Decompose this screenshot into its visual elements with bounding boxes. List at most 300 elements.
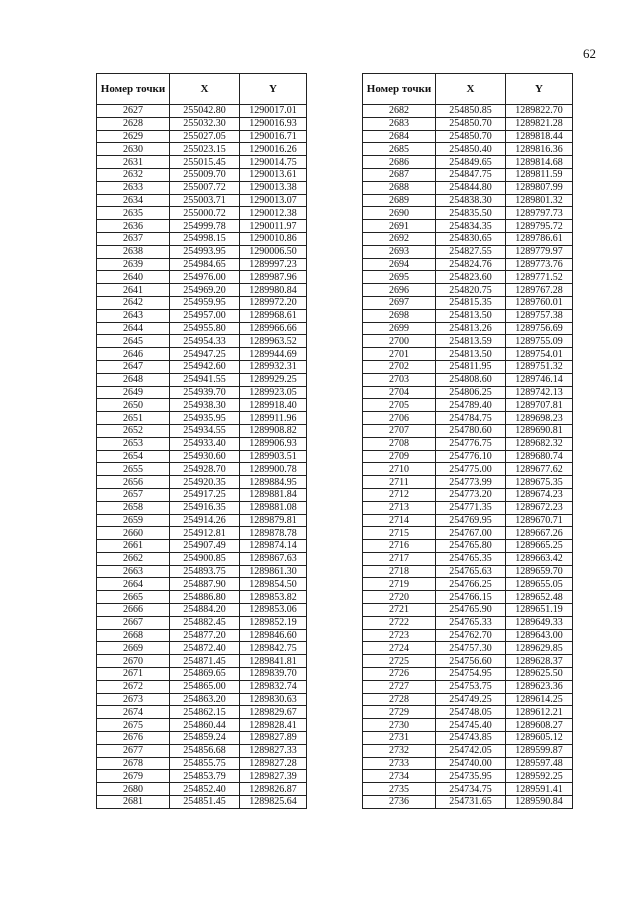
y-cell: 1289672.23 (506, 501, 573, 514)
point-number-cell: 2661 (97, 540, 170, 553)
x-cell: 254815.35 (436, 296, 506, 309)
table-row (363, 271, 573, 284)
y-cell: 1290014.75 (240, 156, 307, 169)
table-row (363, 616, 573, 629)
x-cell: 254851.45 (170, 796, 240, 809)
y-cell: 1289881.84 (240, 488, 307, 501)
table-row (363, 335, 573, 348)
table-row (97, 706, 307, 719)
table-row (97, 463, 307, 476)
table-row (97, 220, 307, 233)
table-row (363, 373, 573, 386)
y-cell: 1290012.38 (240, 207, 307, 220)
y-cell: 1289923.05 (240, 386, 307, 399)
x-cell: 254813.50 (436, 309, 506, 322)
table-row (97, 719, 307, 732)
y-cell: 1289707.81 (506, 399, 573, 412)
x-cell: 254912.81 (170, 527, 240, 540)
x-cell: 254835.50 (436, 207, 506, 220)
point-number-cell: 2676 (97, 732, 170, 745)
x-cell: 254933.40 (170, 437, 240, 450)
point-number-cell: 2701 (363, 348, 436, 361)
table-row (97, 309, 307, 322)
table-row (97, 168, 307, 181)
table-row (97, 552, 307, 565)
table-row (97, 143, 307, 156)
point-number-cell: 2640 (97, 271, 170, 284)
y-cell: 1290016.93 (240, 117, 307, 130)
table-row (363, 399, 573, 412)
y-cell: 1289614.25 (506, 693, 573, 706)
y-cell: 1289822.70 (506, 105, 573, 118)
point-number-cell: 2700 (363, 335, 436, 348)
table-row (97, 450, 307, 463)
point-number-cell: 2725 (363, 655, 436, 668)
point-number-cell: 2651 (97, 412, 170, 425)
table-row (97, 399, 307, 412)
y-cell: 1289830.63 (240, 693, 307, 706)
table-row (97, 245, 307, 258)
point-number-cell: 2728 (363, 693, 436, 706)
page-number: 62 (583, 46, 596, 61)
y-cell: 1289670.71 (506, 514, 573, 527)
y-cell: 1289854.50 (240, 578, 307, 591)
x-cell: 254743.85 (436, 732, 506, 745)
table-row (363, 143, 573, 156)
header-point-number: Номер точки (97, 74, 170, 105)
table-row (363, 540, 573, 553)
x-cell: 254862.15 (170, 706, 240, 719)
y-cell: 1290006.50 (240, 245, 307, 258)
x-cell: 254871.45 (170, 655, 240, 668)
point-number-cell: 2647 (97, 360, 170, 373)
point-number-cell: 2635 (97, 207, 170, 220)
y-cell: 1289665.25 (506, 540, 573, 553)
x-cell: 254930.60 (170, 450, 240, 463)
x-cell: 254769.95 (436, 514, 506, 527)
x-cell: 255042.80 (170, 105, 240, 118)
point-number-cell: 2708 (363, 437, 436, 450)
x-cell: 254869.65 (170, 668, 240, 681)
table-row (97, 258, 307, 271)
y-cell: 1289918.40 (240, 399, 307, 412)
y-cell: 1289911.96 (240, 412, 307, 425)
table-row (97, 770, 307, 783)
x-cell: 254753.75 (436, 680, 506, 693)
table-row (363, 463, 573, 476)
x-cell: 254884.20 (170, 604, 240, 617)
y-cell: 1289597.48 (506, 757, 573, 770)
y-cell: 1289841.81 (240, 655, 307, 668)
y-cell: 1289816.36 (506, 143, 573, 156)
y-cell: 1289827.39 (240, 770, 307, 783)
point-number-cell: 2707 (363, 424, 436, 437)
x-cell: 254993.95 (170, 245, 240, 258)
table-row (97, 373, 307, 386)
x-cell: 254776.10 (436, 450, 506, 463)
point-number-cell: 2691 (363, 220, 436, 233)
table-row (363, 732, 573, 745)
table-row (97, 642, 307, 655)
x-cell: 254830.65 (436, 232, 506, 245)
point-number-cell: 2659 (97, 514, 170, 527)
y-cell: 1289590.84 (506, 796, 573, 809)
y-cell: 1289795.72 (506, 220, 573, 233)
y-cell: 1289649.33 (506, 616, 573, 629)
table-row (363, 424, 573, 437)
y-cell: 1289773.76 (506, 258, 573, 271)
y-cell: 1289746.14 (506, 373, 573, 386)
table-row (363, 591, 573, 604)
table-row (97, 527, 307, 540)
table-row (363, 117, 573, 130)
point-number-cell: 2684 (363, 130, 436, 143)
table-row (363, 181, 573, 194)
x-cell: 254813.59 (436, 335, 506, 348)
y-cell: 1289832.74 (240, 680, 307, 693)
point-number-cell: 2692 (363, 232, 436, 245)
point-number-cell: 2629 (97, 130, 170, 143)
point-number-cell: 2673 (97, 693, 170, 706)
y-cell: 1289852.19 (240, 616, 307, 629)
x-cell: 254882.45 (170, 616, 240, 629)
point-number-cell: 2638 (97, 245, 170, 258)
x-cell: 254916.35 (170, 501, 240, 514)
x-cell: 254827.55 (436, 245, 506, 258)
point-number-cell: 2703 (363, 373, 436, 386)
table-row (97, 476, 307, 489)
y-cell: 1289659.70 (506, 565, 573, 578)
point-number-cell: 2668 (97, 629, 170, 642)
point-number-cell: 2664 (97, 578, 170, 591)
table-row (363, 168, 573, 181)
y-cell: 1290013.61 (240, 168, 307, 181)
table-row (363, 130, 573, 143)
x-cell: 254934.55 (170, 424, 240, 437)
table-row (97, 668, 307, 681)
x-cell: 255027.05 (170, 130, 240, 143)
point-number-cell: 2729 (363, 706, 436, 719)
point-number-cell: 2643 (97, 309, 170, 322)
table-row (363, 156, 573, 169)
table-row (97, 437, 307, 450)
table-row (97, 783, 307, 796)
x-cell: 254969.20 (170, 284, 240, 297)
x-cell: 254765.80 (436, 540, 506, 553)
point-number-cell: 2648 (97, 373, 170, 386)
point-number-cell: 2645 (97, 335, 170, 348)
y-cell: 1289814.68 (506, 156, 573, 169)
x-cell: 254998.15 (170, 232, 240, 245)
point-number-cell: 2713 (363, 501, 436, 514)
x-cell: 254859.24 (170, 732, 240, 745)
x-cell: 255032.30 (170, 117, 240, 130)
table-row (363, 232, 573, 245)
y-cell: 1289599.87 (506, 744, 573, 757)
x-cell: 254852.40 (170, 783, 240, 796)
header-y: Y (506, 74, 573, 105)
y-cell: 1289682.32 (506, 437, 573, 450)
point-number-cell: 2711 (363, 476, 436, 489)
point-number-cell: 2704 (363, 386, 436, 399)
y-cell: 1289929.25 (240, 373, 307, 386)
table-row (363, 706, 573, 719)
y-cell: 1289884.95 (240, 476, 307, 489)
x-cell: 254865.00 (170, 680, 240, 693)
x-cell: 254900.85 (170, 552, 240, 565)
x-cell: 254765.90 (436, 604, 506, 617)
x-cell: 254947.25 (170, 348, 240, 361)
x-cell: 254754.95 (436, 668, 506, 681)
x-cell: 254887.90 (170, 578, 240, 591)
table-row (363, 488, 573, 501)
y-cell: 1289874.14 (240, 540, 307, 553)
x-cell: 254813.50 (436, 348, 506, 361)
y-cell: 1289628.37 (506, 655, 573, 668)
header-x: X (436, 74, 506, 105)
x-cell: 255023.15 (170, 143, 240, 156)
y-cell: 1290013.38 (240, 181, 307, 194)
table-row (363, 284, 573, 297)
y-cell: 1289675.35 (506, 476, 573, 489)
table-row (363, 348, 573, 361)
point-number-cell: 2666 (97, 604, 170, 617)
table-row (97, 540, 307, 553)
x-cell: 254762.70 (436, 629, 506, 642)
point-number-cell: 2628 (97, 117, 170, 130)
x-cell: 254863.20 (170, 693, 240, 706)
y-cell: 1289879.81 (240, 514, 307, 527)
y-cell: 1289751.32 (506, 360, 573, 373)
y-cell: 1289592.25 (506, 770, 573, 783)
x-cell: 254855.75 (170, 757, 240, 770)
point-number-cell: 2634 (97, 194, 170, 207)
y-cell: 1289997.23 (240, 258, 307, 271)
point-number-cell: 2721 (363, 604, 436, 617)
x-cell: 255015.45 (170, 156, 240, 169)
x-cell: 254935.95 (170, 412, 240, 425)
table-row (97, 348, 307, 361)
x-cell: 254745.40 (436, 719, 506, 732)
y-cell: 1289651.19 (506, 604, 573, 617)
table-row (97, 181, 307, 194)
x-cell: 255003.71 (170, 194, 240, 207)
y-cell: 1289643.00 (506, 629, 573, 642)
x-cell: 254811.95 (436, 360, 506, 373)
x-cell: 254959.95 (170, 296, 240, 309)
x-cell: 254838.30 (436, 194, 506, 207)
table-row (363, 680, 573, 693)
point-number-cell: 2697 (363, 296, 436, 309)
table-row (363, 220, 573, 233)
point-number-cell: 2630 (97, 143, 170, 156)
point-number-cell: 2637 (97, 232, 170, 245)
point-number-cell: 2660 (97, 527, 170, 540)
table-row (97, 130, 307, 143)
point-number-cell: 2718 (363, 565, 436, 578)
table-row (363, 360, 573, 373)
table-row (97, 412, 307, 425)
x-cell: 254748.05 (436, 706, 506, 719)
coordinates-table-left (96, 73, 307, 809)
x-cell: 254767.00 (436, 527, 506, 540)
point-number-cell: 2702 (363, 360, 436, 373)
point-number-cell: 2681 (97, 796, 170, 809)
y-cell: 1289755.09 (506, 335, 573, 348)
table-row (97, 604, 307, 617)
table-row (363, 693, 573, 706)
point-number-cell: 2680 (97, 783, 170, 796)
y-cell: 1289853.82 (240, 591, 307, 604)
x-cell: 254765.33 (436, 616, 506, 629)
y-cell: 1290010.86 (240, 232, 307, 245)
point-number-cell: 2724 (363, 642, 436, 655)
table-row (97, 105, 307, 118)
x-cell: 254765.63 (436, 565, 506, 578)
point-number-cell: 2632 (97, 168, 170, 181)
x-cell: 254850.70 (436, 130, 506, 143)
point-number-cell: 2656 (97, 476, 170, 489)
point-number-cell: 2695 (363, 271, 436, 284)
table-row (363, 655, 573, 668)
table-row (97, 335, 307, 348)
point-number-cell: 2671 (97, 668, 170, 681)
x-cell: 255009.70 (170, 168, 240, 181)
table-header-row (363, 74, 573, 105)
point-number-cell: 2719 (363, 578, 436, 591)
y-cell: 1290011.97 (240, 220, 307, 233)
table-row (97, 693, 307, 706)
point-number-cell: 2636 (97, 220, 170, 233)
point-number-cell: 2698 (363, 309, 436, 322)
table-row (363, 527, 573, 540)
point-number-cell: 2717 (363, 552, 436, 565)
table-row (97, 732, 307, 745)
y-cell: 1289944.69 (240, 348, 307, 361)
table-row (363, 412, 573, 425)
y-cell: 1289663.42 (506, 552, 573, 565)
y-cell: 1289625.50 (506, 668, 573, 681)
point-number-cell: 2683 (363, 117, 436, 130)
point-number-cell: 2699 (363, 322, 436, 335)
y-cell: 1289932.31 (240, 360, 307, 373)
x-cell: 254757.30 (436, 642, 506, 655)
point-number-cell: 2678 (97, 757, 170, 770)
y-cell: 1289698.23 (506, 412, 573, 425)
y-cell: 1289655.05 (506, 578, 573, 591)
y-cell: 1290016.26 (240, 143, 307, 156)
table-row (97, 501, 307, 514)
point-number-cell: 2682 (363, 105, 436, 118)
y-cell: 1289972.20 (240, 296, 307, 309)
table-row (363, 450, 573, 463)
point-number-cell: 2690 (363, 207, 436, 220)
header-x: X (170, 74, 240, 105)
point-number-cell: 2706 (363, 412, 436, 425)
x-cell: 254735.95 (436, 770, 506, 783)
point-number-cell: 2627 (97, 105, 170, 118)
table-row (363, 757, 573, 770)
point-number-cell: 2672 (97, 680, 170, 693)
point-number-cell: 2693 (363, 245, 436, 258)
x-cell: 254742.05 (436, 744, 506, 757)
table-row (363, 770, 573, 783)
y-cell: 1289966.66 (240, 322, 307, 335)
y-cell: 1289881.08 (240, 501, 307, 514)
table-row (363, 796, 573, 809)
y-cell: 1290016.71 (240, 130, 307, 143)
table-row (97, 360, 307, 373)
y-cell: 1289839.70 (240, 668, 307, 681)
table-row (97, 322, 307, 335)
y-cell: 1289963.52 (240, 335, 307, 348)
y-cell: 1289900.78 (240, 463, 307, 476)
x-cell: 254765.35 (436, 552, 506, 565)
y-cell: 1289811.59 (506, 168, 573, 181)
y-cell: 1289690.81 (506, 424, 573, 437)
table-row (363, 629, 573, 642)
point-number-cell: 2735 (363, 783, 436, 796)
x-cell: 254806.25 (436, 386, 506, 399)
point-number-cell: 2631 (97, 156, 170, 169)
point-number-cell: 2658 (97, 501, 170, 514)
table-row (363, 514, 573, 527)
y-cell: 1289987.96 (240, 271, 307, 284)
x-cell: 254820.75 (436, 284, 506, 297)
x-cell: 255000.72 (170, 207, 240, 220)
table-row (363, 105, 573, 118)
point-number-cell: 2733 (363, 757, 436, 770)
table-row (363, 386, 573, 399)
table-row (97, 271, 307, 284)
coordinates-table-right (362, 73, 573, 809)
point-number-cell: 2716 (363, 540, 436, 553)
x-cell: 254823.60 (436, 271, 506, 284)
y-cell: 1289779.97 (506, 245, 573, 258)
point-number-cell: 2734 (363, 770, 436, 783)
x-cell: 254740.00 (436, 757, 506, 770)
table-row (363, 207, 573, 220)
x-cell: 254776.75 (436, 437, 506, 450)
point-number-cell: 2727 (363, 680, 436, 693)
table-row (363, 642, 573, 655)
table-row (363, 296, 573, 309)
point-number-cell: 2688 (363, 181, 436, 194)
x-cell: 254920.35 (170, 476, 240, 489)
table-row (363, 719, 573, 732)
table-row (363, 604, 573, 617)
x-cell: 254976.00 (170, 271, 240, 284)
table-row (363, 476, 573, 489)
x-cell: 254850.40 (436, 143, 506, 156)
table-row (363, 565, 573, 578)
y-cell: 1289680.74 (506, 450, 573, 463)
point-number-cell: 2731 (363, 732, 436, 745)
point-number-cell: 2677 (97, 744, 170, 757)
y-cell: 1289677.62 (506, 463, 573, 476)
x-cell: 254907.49 (170, 540, 240, 553)
table-row (363, 437, 573, 450)
x-cell: 254917.25 (170, 488, 240, 501)
point-number-cell: 2662 (97, 552, 170, 565)
table-row (97, 156, 307, 169)
table-row (97, 680, 307, 693)
x-cell: 254984.65 (170, 258, 240, 271)
point-number-cell: 2723 (363, 629, 436, 642)
x-cell: 254872.40 (170, 642, 240, 655)
table-row (97, 117, 307, 130)
y-cell: 1289652.48 (506, 591, 573, 604)
